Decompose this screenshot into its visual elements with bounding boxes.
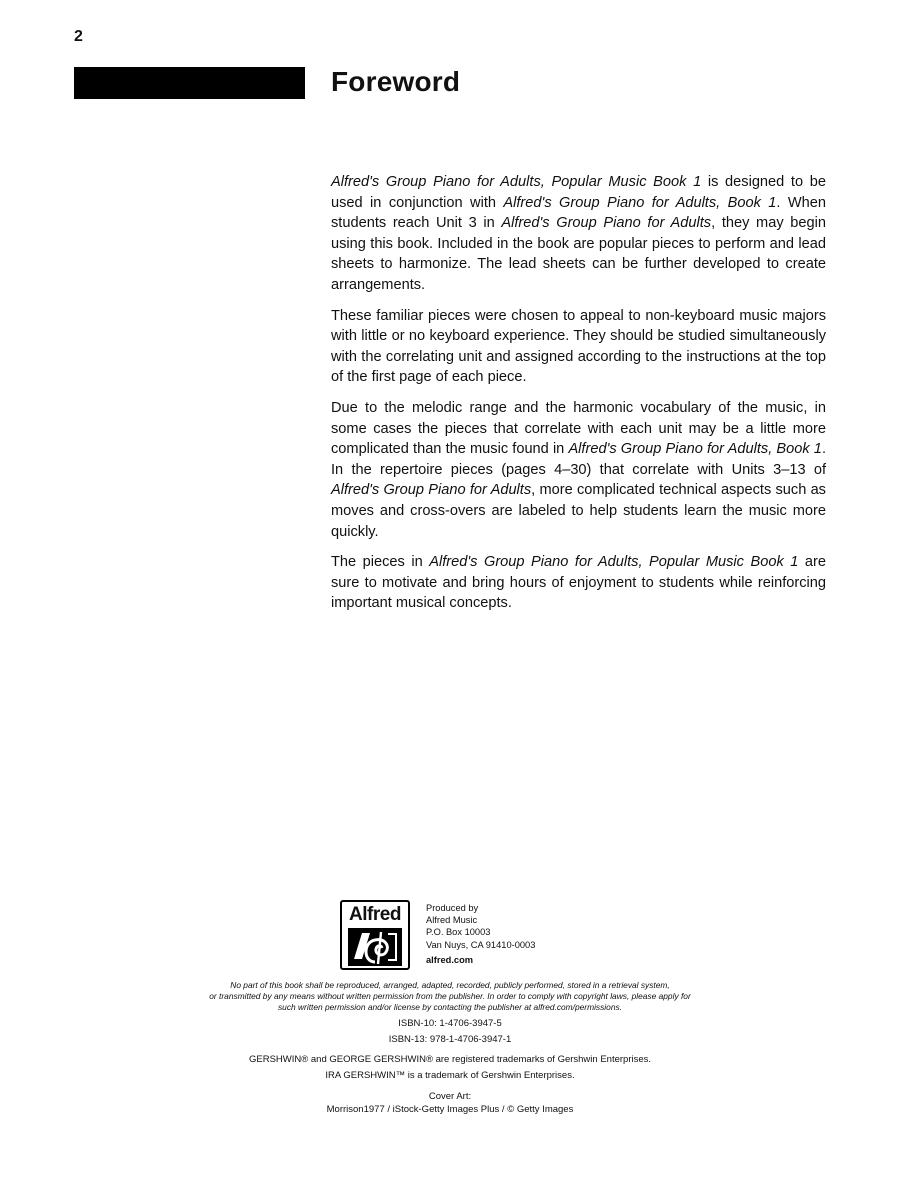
book-title-italic: Alfred's Group Piano for Adults <box>501 215 712 232</box>
trademark-line-1: GERSHWIN® and GEORGE GERSHWIN® are registered trademarks of Gershwin Enterprises. <box>248 1054 652 1065</box>
cover-art-credit: Morrison1977 / iStock-Getty Images Plus / © Getty Images <box>326 1104 574 1115</box>
copyright-line-1: No part of this book shall be reproduced, arranged, adapted, recorded, publicly performed, stored in a retrieval system, <box>230 980 670 990</box>
publisher-name: Alfred Music <box>426 915 478 926</box>
isbn-13: ISBN-13: 978-1-4706-3947-1 <box>388 1034 512 1045</box>
copyright-line-3: such written permission and/or license by contacting the publisher at alfred.com/permissions. <box>277 1002 622 1013</box>
publisher-website: alfred.com <box>426 954 474 965</box>
cover-art-label: Cover Art: <box>428 1091 472 1102</box>
text-run: , they may begin using this book. Included in the book are popular pieces to perform and lead sheets to harmonize. The lead sheets can be further developed to create arrangements. <box>331 215 826 293</box>
text-run: are sure to motivate and bring hours of enjoyment to students while reinforcing important musical concepts. <box>331 554 826 612</box>
text-run: , more complicated technical aspects such as moves and cross-overs are labeled to help students learn the music more quickly. <box>331 482 826 540</box>
produced-by-label: Produced by <box>426 903 479 913</box>
book-title-italic: Alfred's Group Piano for Adults, Popular Music Book 1 <box>331 174 702 190</box>
text-run: . In the repertoire pieces (pages 4–30) that correlate with Units 3–13 of <box>331 441 826 478</box>
publisher-imprint <box>340 900 600 972</box>
producer-info <box>426 902 535 966</box>
foreword-paragraph-2 <box>331 306 826 388</box>
foreword-paragraph-3 <box>331 398 826 542</box>
foreword-paragraph-4 <box>331 552 826 614</box>
treble-clef-logo-icon <box>348 928 402 966</box>
page-number: 2 <box>74 28 83 45</box>
publisher-city: Van Nuys, CA 91410-0003 <box>426 939 536 950</box>
copyright-notice <box>140 980 760 1014</box>
logo-wordmark: Alfred <box>349 904 401 925</box>
copyright-line-2: or transmitted by any means without written permission from the publisher. In order to comply with copyright laws, please apply for <box>209 991 691 1002</box>
title-bar <box>74 67 305 99</box>
foreword-paragraph-1 <box>331 172 826 296</box>
isbn-10: ISBN-10: 1-4706-3947-5 <box>398 1018 502 1029</box>
book-title-italic: Alfred's Group Piano for Adults, Book 1 <box>503 194 777 211</box>
book-title-italic: Alfred's Group Piano for Adults, Popular Music Book 1 <box>429 554 799 571</box>
alfred-logo <box>340 900 410 970</box>
text-run: Due to the melodic range and the harmonic vocabulary of the music, in some cases the pieces that correlate with each unit may be a little more complicated than the music found in <box>331 399 826 458</box>
foreword-body <box>331 172 826 624</box>
publisher-po-box: P.O. Box 10003 <box>426 927 491 938</box>
trademark-line-2: IRA GERSHWIN™ is a trademark of Gershwin Enterprises. <box>325 1070 575 1081</box>
book-title-italic: Alfred's Group Piano for Adults, Book 1 <box>568 441 822 458</box>
text-run: These familiar pieces were chosen to appeal to non-keyboard music majors with little or no keyboard experience. They should be studied simultaneously with the correlating unit and assigned according to the instructions at the top of the first page of each piece. <box>331 307 826 386</box>
book-title-italic: Alfred's Group Piano for Adults <box>331 482 532 499</box>
text-run: . When students reach Unit 3 in <box>331 194 827 232</box>
text-run: The pieces in <box>331 554 430 571</box>
text-run: is designed to be used in conjunction with <box>331 174 826 211</box>
page-title: Foreword <box>331 66 461 97</box>
